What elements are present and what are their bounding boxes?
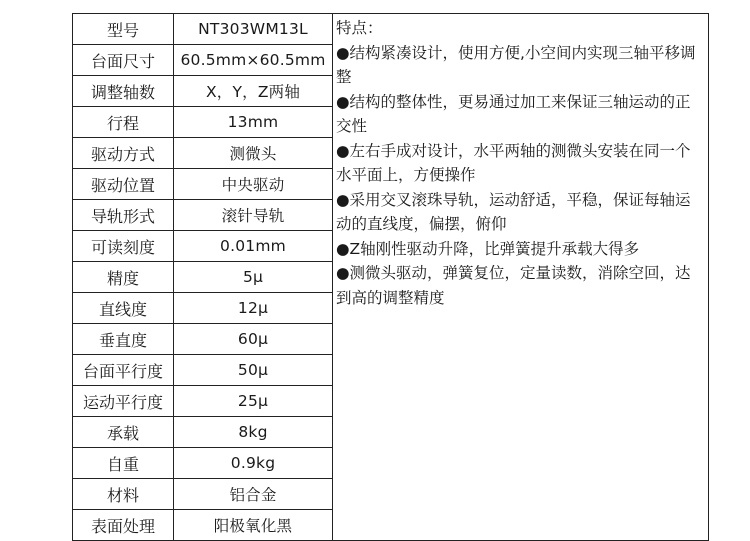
spec-value: 12μ	[174, 293, 333, 324]
spec-label: 型号	[73, 14, 174, 45]
feature-item: ●左右手成对设计，水平两轴的测微头安装在同一个水平面上，方便操作	[336, 141, 691, 184]
spec-label: 承载	[73, 417, 174, 448]
spec-label: 材料	[73, 479, 174, 510]
spec-label: 自重	[73, 448, 174, 479]
spec-label: 调整轴数	[73, 76, 174, 107]
spec-value: 0.01mm	[174, 231, 333, 262]
spec-value: 铝合金	[174, 479, 333, 510]
spec-value: 60.5mm×60.5mm	[174, 45, 333, 76]
spec-value: 13mm	[174, 107, 333, 138]
spec-value: 50μ	[174, 355, 333, 386]
spec-value: 8kg	[174, 417, 333, 448]
feature-item: ●采用交叉滚珠导轨，运动舒适，平稳，保证每轴运动的直线度，偏摆，俯仰	[336, 190, 691, 233]
spec-value: 中央驱动	[174, 169, 333, 200]
spec-value: NT303WM13L	[174, 14, 333, 45]
feature-item: ●测微头驱动，弹簧复位，定量读数，消除空回，达到高的调整精度	[336, 264, 691, 307]
spec-value: X，Y，Z两轴	[174, 76, 333, 107]
spec-label: 驱动方式	[73, 138, 174, 169]
spec-label: 可读刻度	[73, 231, 174, 262]
spec-label: 台面平行度	[73, 355, 174, 386]
spec-value: 5μ	[174, 262, 333, 293]
spec-table	[72, 13, 709, 541]
features-title: 特点：	[336, 19, 383, 37]
feature-item: ●结构紧凑设计，使用方便,小空间内实现三轴平移调整	[336, 43, 696, 86]
table-row	[73, 14, 709, 45]
spec-value: 阳极氧化黑	[174, 510, 333, 541]
feature-item: ●结构的整体性，更易通过加工来保证三轴运动的正交性	[336, 92, 691, 135]
features-cell	[333, 14, 709, 541]
spec-label: 直线度	[73, 293, 174, 324]
spec-value: 测微头	[174, 138, 333, 169]
spec-table-body	[73, 14, 709, 541]
feature-item: ●Z轴刚性驱动升降，比弹簧提升承载大得多	[336, 239, 640, 258]
spec-label: 台面尺寸	[73, 45, 174, 76]
spec-label: 运动平行度	[73, 386, 174, 417]
spec-value: 60μ	[174, 324, 333, 355]
spec-label: 垂直度	[73, 324, 174, 355]
spec-value: 滚针导轨	[174, 200, 333, 231]
spec-label: 行程	[73, 107, 174, 138]
spec-label: 驱动位置	[73, 169, 174, 200]
spec-value: 0.9kg	[174, 448, 333, 479]
spec-value: 25μ	[174, 386, 333, 417]
spec-label: 精度	[73, 262, 174, 293]
spec-label: 导轨形式	[73, 200, 174, 231]
spec-label: 表面处理	[73, 510, 174, 541]
